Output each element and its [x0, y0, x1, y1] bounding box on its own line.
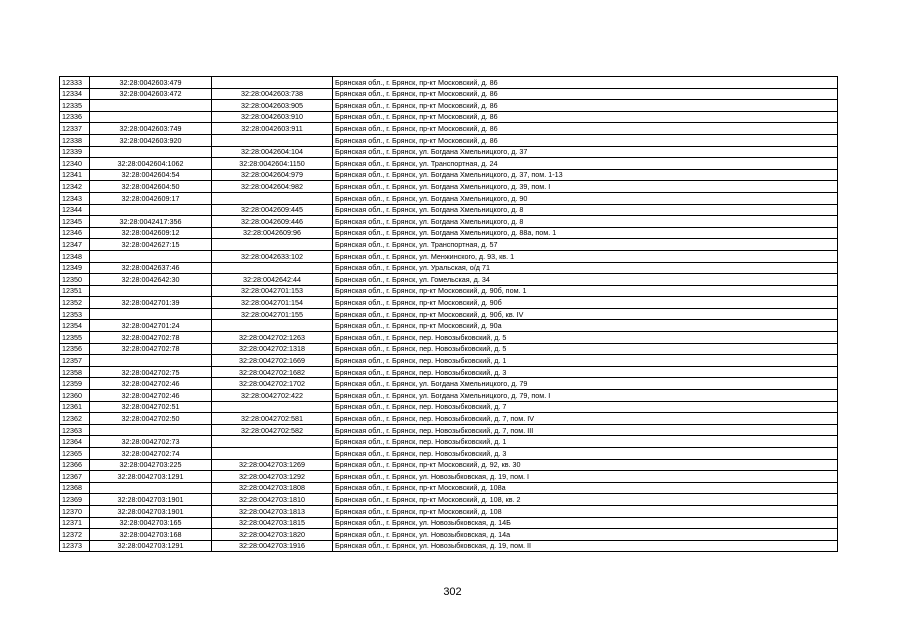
address-cell: Брянская обл., г. Брянск, пр-кт Московский, д. 108а — [333, 482, 838, 494]
address-cell: Брянская обл., г. Брянск, ул. Богдана Хмельницкого, д. 37, пом. 1-13 — [333, 169, 838, 181]
address-cell: Брянская обл., г. Брянск, пер. Новозыбковский, д. 3 — [333, 448, 838, 460]
new-cadastral-number-cell: 32:28:0042701:155 — [212, 308, 333, 320]
row-number-cell: 12373 — [60, 540, 90, 552]
table-row — [60, 494, 838, 506]
old-cadastral-number-cell: 32:28:0042702:73 — [90, 436, 212, 448]
row-number-cell: 12342 — [60, 181, 90, 193]
table-row — [60, 181, 838, 193]
table-row — [60, 285, 838, 297]
new-cadastral-number-cell: 32:28:0042604:1150 — [212, 158, 333, 170]
old-cadastral-number-cell: 32:28:0042603:479 — [90, 77, 212, 89]
row-number-cell: 12360 — [60, 390, 90, 402]
old-cadastral-number-cell — [90, 146, 212, 158]
old-cadastral-number-cell: 32:28:0042702:78 — [90, 332, 212, 344]
row-number-cell: 12352 — [60, 297, 90, 309]
address-cell: Брянская обл., г. Брянск, ул. Транспортная, д. 57 — [333, 239, 838, 251]
address-cell: Брянская обл., г. Брянск, пер. Новозыбковский, д. 7, пом. III — [333, 424, 838, 436]
row-number-cell: 12333 — [60, 77, 90, 89]
registry-table — [59, 76, 838, 552]
row-number-cell: 12355 — [60, 332, 90, 344]
row-number-cell: 12365 — [60, 448, 90, 460]
row-number-cell: 12344 — [60, 204, 90, 216]
old-cadastral-number-cell: 32:28:0042702:51 — [90, 401, 212, 413]
row-number-cell: 12358 — [60, 366, 90, 378]
table-row — [60, 169, 838, 181]
address-cell: Брянская обл., г. Брянск, пр-кт Московский, д. 86 — [333, 111, 838, 123]
new-cadastral-number-cell — [212, 448, 333, 460]
row-number-cell: 12368 — [60, 482, 90, 494]
new-cadastral-number-cell: 32:28:0042702:422 — [212, 390, 333, 402]
old-cadastral-number-cell: 32:28:0042604:50 — [90, 181, 212, 193]
old-cadastral-number-cell: 32:28:0042609:12 — [90, 227, 212, 239]
table-row — [60, 100, 838, 112]
table-row — [60, 459, 838, 471]
old-cadastral-number-cell — [90, 285, 212, 297]
old-cadastral-number-cell: 32:28:0042609:17 — [90, 192, 212, 204]
old-cadastral-number-cell: 32:28:0042701:39 — [90, 297, 212, 309]
new-cadastral-number-cell: 32:28:0042703:1269 — [212, 459, 333, 471]
old-cadastral-number-cell — [90, 100, 212, 112]
new-cadastral-number-cell — [212, 320, 333, 332]
table-row — [60, 274, 838, 286]
table-row — [60, 123, 838, 135]
row-number-cell: 12364 — [60, 436, 90, 448]
address-cell: Брянская обл., г. Брянск, ул. Богдана Хмельницкого, д. 90 — [333, 192, 838, 204]
address-cell: Брянская обл., г. Брянск, ул. Богдана Хмельницкого, д. 37 — [333, 146, 838, 158]
old-cadastral-number-cell: 32:28:0042703:1901 — [90, 505, 212, 517]
row-number-cell: 12353 — [60, 308, 90, 320]
table-row — [60, 448, 838, 460]
new-cadastral-number-cell: 32:28:0042604:982 — [212, 181, 333, 193]
old-cadastral-number-cell: 32:28:0042703:225 — [90, 459, 212, 471]
row-number-cell: 12338 — [60, 134, 90, 146]
address-cell: Брянская обл., г. Брянск, пр-кт Московский, д. 108, кв. 2 — [333, 494, 838, 506]
row-number-cell: 12346 — [60, 227, 90, 239]
new-cadastral-number-cell: 32:28:0042702:1702 — [212, 378, 333, 390]
old-cadastral-number-cell: 32:28:0042703:1291 — [90, 540, 212, 552]
row-number-cell: 12369 — [60, 494, 90, 506]
table-row — [60, 320, 838, 332]
old-cadastral-number-cell: 32:28:0042702:50 — [90, 413, 212, 425]
new-cadastral-number-cell: 32:28:0042703:1820 — [212, 529, 333, 541]
new-cadastral-number-cell: 32:28:0042603:905 — [212, 100, 333, 112]
old-cadastral-number-cell — [90, 204, 212, 216]
old-cadastral-number-cell — [90, 482, 212, 494]
row-number-cell: 12336 — [60, 111, 90, 123]
table-row — [60, 262, 838, 274]
new-cadastral-number-cell: 32:28:0042702:1263 — [212, 332, 333, 344]
row-number-cell: 12359 — [60, 378, 90, 390]
row-number-cell: 12337 — [60, 123, 90, 135]
old-cadastral-number-cell: 32:28:0042703:165 — [90, 517, 212, 529]
old-cadastral-number-cell — [90, 424, 212, 436]
table-row — [60, 239, 838, 251]
address-cell: Брянская обл., г. Брянск, ул. Богдана Хмельницкого, д. 79 — [333, 378, 838, 390]
old-cadastral-number-cell — [90, 355, 212, 367]
new-cadastral-number-cell: 32:28:0042703:1292 — [212, 471, 333, 483]
table-row — [60, 204, 838, 216]
old-cadastral-number-cell: 32:28:0042604:54 — [90, 169, 212, 181]
old-cadastral-number-cell: 32:28:0042627:15 — [90, 239, 212, 251]
row-number-cell: 12341 — [60, 169, 90, 181]
address-cell: Брянская обл., г. Брянск, ул. Уральская, о/д 71 — [333, 262, 838, 274]
new-cadastral-number-cell: 32:28:0042703:1813 — [212, 505, 333, 517]
address-cell: Брянская обл., г. Брянск, пр-кт Московский, д. 86 — [333, 77, 838, 89]
row-number-cell: 12351 — [60, 285, 90, 297]
new-cadastral-number-cell: 32:28:0042703:1815 — [212, 517, 333, 529]
old-cadastral-number-cell — [90, 111, 212, 123]
new-cadastral-number-cell: 32:28:0042701:153 — [212, 285, 333, 297]
table-row — [60, 158, 838, 170]
new-cadastral-number-cell — [212, 401, 333, 413]
address-cell: Брянская обл., г. Брянск, ул. Богдана Хмельницкого, д. 39, пом. I — [333, 181, 838, 193]
new-cadastral-number-cell: 32:28:0042703:1810 — [212, 494, 333, 506]
new-cadastral-number-cell: 32:28:0042604:104 — [212, 146, 333, 158]
old-cadastral-number-cell — [90, 308, 212, 320]
new-cadastral-number-cell: 32:28:0042603:911 — [212, 123, 333, 135]
table-row — [60, 366, 838, 378]
table-row — [60, 390, 838, 402]
table-row — [60, 436, 838, 448]
new-cadastral-number-cell — [212, 134, 333, 146]
row-number-cell: 12350 — [60, 274, 90, 286]
address-cell: Брянская обл., г. Брянск, пер. Новозыбковский, д. 7, пом. IV — [333, 413, 838, 425]
new-cadastral-number-cell: 32:28:0042702:581 — [212, 413, 333, 425]
row-number-cell: 12335 — [60, 100, 90, 112]
row-number-cell: 12343 — [60, 192, 90, 204]
table-row — [60, 529, 838, 541]
old-cadastral-number-cell: 32:28:0042702:74 — [90, 448, 212, 460]
address-cell: Брянская обл., г. Брянск, пр-кт Московский, д. 90б — [333, 297, 838, 309]
new-cadastral-number-cell: 32:28:0042609:445 — [212, 204, 333, 216]
row-number-cell: 12361 — [60, 401, 90, 413]
new-cadastral-number-cell — [212, 436, 333, 448]
new-cadastral-number-cell: 32:28:0042702:582 — [212, 424, 333, 436]
address-cell: Брянская обл., г. Брянск, пр-кт Московский, д. 90б, кв. IV — [333, 308, 838, 320]
old-cadastral-number-cell: 32:28:0042702:75 — [90, 366, 212, 378]
table-row — [60, 146, 838, 158]
old-cadastral-number-cell: 32:28:0042703:1901 — [90, 494, 212, 506]
address-cell: Брянская обл., г. Брянск, пер. Новозыбковский, д. 1 — [333, 436, 838, 448]
address-cell: Брянская обл., г. Брянск, пр-кт Московский, д. 92, кв. 30 — [333, 459, 838, 471]
old-cadastral-number-cell: 32:28:0042417:356 — [90, 216, 212, 228]
table-row — [60, 413, 838, 425]
new-cadastral-number-cell: 32:28:0042609:96 — [212, 227, 333, 239]
address-cell: Брянская обл., г. Брянск, ул. Новозыбковская, д. 19, пом. II — [333, 540, 838, 552]
table-row — [60, 88, 838, 100]
new-cadastral-number-cell — [212, 262, 333, 274]
table-row — [60, 505, 838, 517]
table-row — [60, 424, 838, 436]
address-cell: Брянская обл., г. Брянск, пр-кт Московский, д. 86 — [333, 134, 838, 146]
new-cadastral-number-cell: 32:28:0042702:1669 — [212, 355, 333, 367]
address-cell: Брянская обл., г. Брянск, ул. Гомельская, д. 34 — [333, 274, 838, 286]
address-cell: Брянская обл., г. Брянск, ул. Новозыбковская, д. 14а — [333, 529, 838, 541]
table-row — [60, 111, 838, 123]
address-cell: Брянская обл., г. Брянск, пер. Новозыбковский, д. 5 — [333, 343, 838, 355]
old-cadastral-number-cell: 32:28:0042604:1062 — [90, 158, 212, 170]
row-number-cell: 12363 — [60, 424, 90, 436]
row-number-cell: 12347 — [60, 239, 90, 251]
table-row — [60, 216, 838, 228]
address-cell: Брянская обл., г. Брянск, ул. Новозыбковская, д. 19, пом. I — [333, 471, 838, 483]
row-number-cell: 12356 — [60, 343, 90, 355]
address-cell: Брянская обл., г. Брянск, пр-кт Московский, д. 90б, пом. 1 — [333, 285, 838, 297]
address-cell: Брянская обл., г. Брянск, пер. Новозыбковский, д. 7 — [333, 401, 838, 413]
row-number-cell: 12339 — [60, 146, 90, 158]
table-row — [60, 540, 838, 552]
row-number-cell: 12367 — [60, 471, 90, 483]
new-cadastral-number-cell: 32:28:0042604:979 — [212, 169, 333, 181]
row-number-cell: 12366 — [60, 459, 90, 471]
new-cadastral-number-cell: 32:28:0042642:44 — [212, 274, 333, 286]
row-number-cell: 12334 — [60, 88, 90, 100]
old-cadastral-number-cell: 32:28:0042603:920 — [90, 134, 212, 146]
table-row — [60, 355, 838, 367]
row-number-cell: 12362 — [60, 413, 90, 425]
address-cell: Брянская обл., г. Брянск, пр-кт Московский, д. 86 — [333, 100, 838, 112]
old-cadastral-number-cell: 32:28:0042603:472 — [90, 88, 212, 100]
old-cadastral-number-cell: 32:28:0042603:749 — [90, 123, 212, 135]
table-row — [60, 134, 838, 146]
row-number-cell: 12372 — [60, 529, 90, 541]
new-cadastral-number-cell: 32:28:0042702:1682 — [212, 366, 333, 378]
address-cell: Брянская обл., г. Брянск, пр-кт Московский, д. 86 — [333, 88, 838, 100]
table-row — [60, 343, 838, 355]
address-cell: Брянская обл., г. Брянск, пр-кт Московский, д. 86 — [333, 123, 838, 135]
new-cadastral-number-cell: 32:28:0042603:910 — [212, 111, 333, 123]
row-number-cell: 12370 — [60, 505, 90, 517]
new-cadastral-number-cell: 32:28:0042603:738 — [212, 88, 333, 100]
old-cadastral-number-cell: 32:28:0042702:78 — [90, 343, 212, 355]
old-cadastral-number-cell: 32:28:0042637:46 — [90, 262, 212, 274]
table-row — [60, 378, 838, 390]
page-number: 302 — [443, 586, 462, 598]
table-row — [60, 471, 838, 483]
row-number-cell: 12340 — [60, 158, 90, 170]
address-cell: Брянская обл., г. Брянск, ул. Богдана Хмельницкого, д. 8 — [333, 204, 838, 216]
old-cadastral-number-cell: 32:28:0042703:1291 — [90, 471, 212, 483]
table-row — [60, 482, 838, 494]
new-cadastral-number-cell — [212, 77, 333, 89]
row-number-cell: 12345 — [60, 216, 90, 228]
address-cell: Брянская обл., г. Брянск, ул. Менжинского, д. 93, кв. 1 — [333, 250, 838, 262]
address-cell: Брянская обл., г. Брянск, ул. Транспортная, д. 24 — [333, 158, 838, 170]
table-row — [60, 517, 838, 529]
table-row — [60, 192, 838, 204]
new-cadastral-number-cell: 32:28:0042633:102 — [212, 250, 333, 262]
table-row — [60, 227, 838, 239]
address-cell: Брянская обл., г. Брянск, пер. Новозыбковский, д. 1 — [333, 355, 838, 367]
old-cadastral-number-cell — [90, 250, 212, 262]
address-cell: Брянская обл., г. Брянск, пр-кт Московский, д. 108 — [333, 505, 838, 517]
address-cell: Брянская обл., г. Брянск, ул. Богдана Хмельницкого, д. 79, пом. I — [333, 390, 838, 402]
address-cell: Брянская обл., г. Брянск, пер. Новозыбковский, д. 5 — [333, 332, 838, 344]
address-cell: Брянская обл., г. Брянск, ул. Богдана Хмельницкого, д. 88а, пом. 1 — [333, 227, 838, 239]
row-number-cell: 12371 — [60, 517, 90, 529]
old-cadastral-number-cell: 32:28:0042702:46 — [90, 378, 212, 390]
row-number-cell: 12357 — [60, 355, 90, 367]
row-number-cell: 12348 — [60, 250, 90, 262]
address-cell: Брянская обл., г. Брянск, ул. Богдана Хмельницкого, д. 8 — [333, 216, 838, 228]
old-cadastral-number-cell: 32:28:0042703:168 — [90, 529, 212, 541]
table-row — [60, 297, 838, 309]
table-row — [60, 77, 838, 89]
new-cadastral-number-cell — [212, 192, 333, 204]
address-cell: Брянская обл., г. Брянск, пр-кт Московский, д. 90а — [333, 320, 838, 332]
old-cadastral-number-cell: 32:28:0042701:24 — [90, 320, 212, 332]
old-cadastral-number-cell: 32:28:0042642:30 — [90, 274, 212, 286]
address-cell: Брянская обл., г. Брянск, ул. Новозыбковская, д. 14Б — [333, 517, 838, 529]
table-row — [60, 250, 838, 262]
table-row — [60, 332, 838, 344]
row-number-cell: 12354 — [60, 320, 90, 332]
old-cadastral-number-cell: 32:28:0042702:46 — [90, 390, 212, 402]
table-row — [60, 308, 838, 320]
new-cadastral-number-cell: 32:28:0042701:154 — [212, 297, 333, 309]
address-cell: Брянская обл., г. Брянск, пер. Новозыбковский, д. 3 — [333, 366, 838, 378]
new-cadastral-number-cell: 32:28:0042702:1318 — [212, 343, 333, 355]
new-cadastral-number-cell: 32:28:0042703:1916 — [212, 540, 333, 552]
new-cadastral-number-cell: 32:28:0042609:446 — [212, 216, 333, 228]
new-cadastral-number-cell: 32:28:0042703:1808 — [212, 482, 333, 494]
registry-table-body — [60, 77, 838, 552]
new-cadastral-number-cell — [212, 239, 333, 251]
table-row — [60, 401, 838, 413]
row-number-cell: 12349 — [60, 262, 90, 274]
